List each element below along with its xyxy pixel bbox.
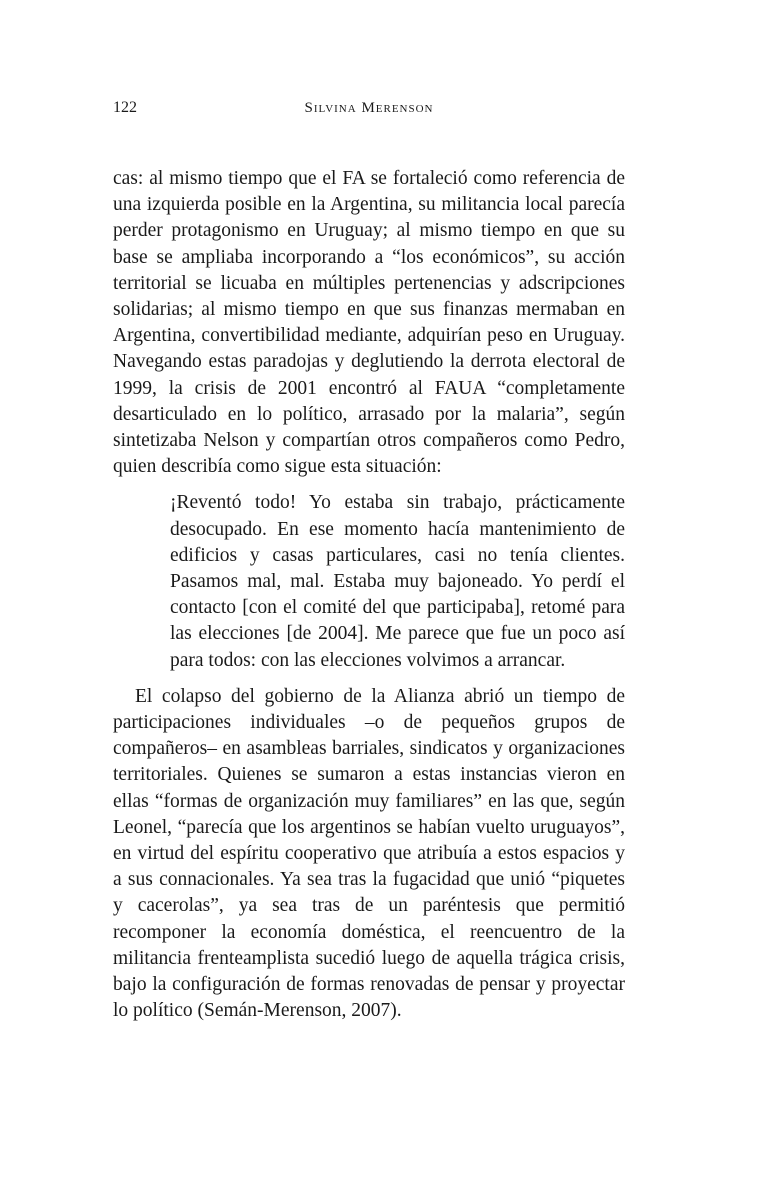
running-title: Silvina Merenson — [304, 100, 434, 116]
paragraph-continued: cas: al mismo tiempo que el FA se fortaleció como referencia de una izquierda posible en la Argentina, su militancia local parecía perder protagonismo en Uruguay; al mismo tiempo en que su base se ampliaba incorporando a “los económicos”, su acción territorial se licuaba en múltiples pertenencias y adscripciones solidarias; al mismo tiempo en que sus finanzas mermaban en Argentina, convertibilidad mediante, adquirían peso en Uruguay. Navegando estas paradojas y deglutiendo la derrota electoral de 1999, la crisis de 2001 encontró al FAUA “completamente desarticulado en lo político, arrasado por la malaria”, según sintetizaba Nelson y compartían otros compañeros como Pedro, quien describía como sigue esta situación: — [113, 168, 625, 478]
page-number: 122 — [113, 99, 137, 116]
paragraph: El colapso del gobierno de la Alianza abrió un tiempo de participaciones individuales –o de pequeños grupos de compañeros– en asambleas barriales, sindicatos y organizaciones territoriales. Quienes se sumaron a estas instancias vieron en ellas “formas de organización muy familiares” en las que, según Leonel, “parecía que los argentinos se habían vuelto uruguayos”, en virtud del espíritu cooperativo que atribuía a estos espacios y a sus connacionales. Ya sea tras la fugacidad que unió “piquetes y cacerolas”, ya sea tras de un paréntesis que permitió recomponer la economía doméstica, el reencuentro de la militancia frenteamplista sucedió luego de aquella trágica crisis, bajo la configuración de formas renovadas de pensar y proyectar lo político (Semán-Merenson, 2007). — [113, 685, 625, 1022]
block-quote: ¡Reventó todo! Yo estaba sin trabajo, prácticamente desocupado. En ese momento hacía mantenimiento de edificios y casas particulares, casi no tenía clientes. Pasamos mal, mal. Estaba muy bajoneado. Yo perdí el contacto [con el comité del que participaba], retomé para las elecciones [de 2004]. Me parece que fue un poco así para todos: con las elecciones volvimos a arrancar. — [170, 492, 625, 671]
running-head — [113, 99, 625, 121]
body-text — [113, 166, 625, 1025]
